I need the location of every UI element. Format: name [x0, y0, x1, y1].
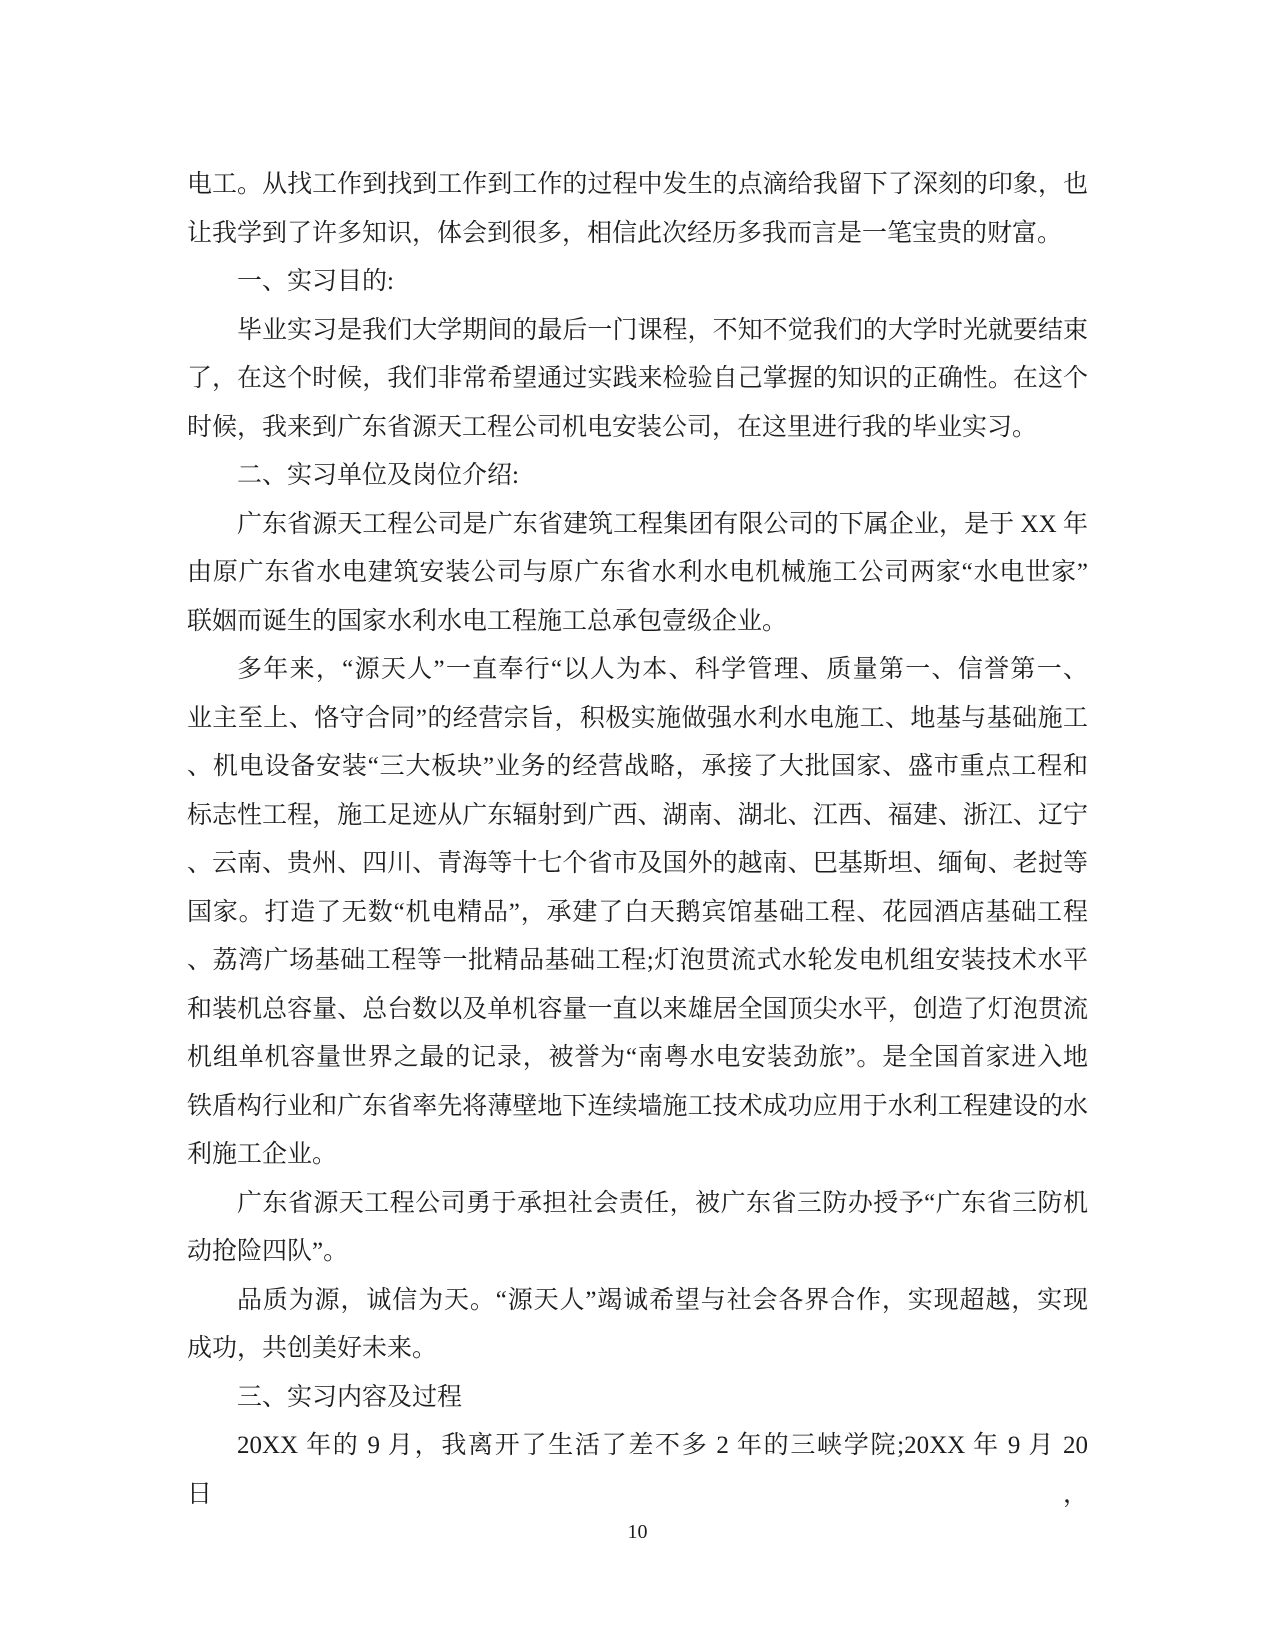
section-heading: 三、实习内容及过程: [237, 1383, 463, 1411]
text-line: 标志性工程，施工足迹从广东辐射到广西、湖南、湖北、江西、福建、浙江、辽宁: [187, 801, 1088, 829]
text-line: 国家。打造了无数“机电精品”，承建了白天鹅宾馆基础工程、花园酒店基础工程: [187, 898, 1088, 926]
text-line: 机组单机容量世界之最的记录，被誉为“南粤水电安装劲旅”。是全国首家进入地: [187, 1044, 1088, 1071]
text-line: 动抢险四队”。: [187, 1238, 349, 1265]
text-line: 铁盾构行业和广东省率先将薄壁地下连续墙施工技术成功应用于水利工程建设的水: [187, 1092, 1088, 1120]
section-heading: 二、实习单位及岗位介绍:: [237, 462, 519, 489]
text-line: 广东省源天工程公司勇于承担社会责任，被广东省三防办授予“广东省三防机: [237, 1189, 1088, 1217]
text-line: 品质为源，诚信为天。“源天人”竭诚希望与社会各界合作，实现超越，实现: [237, 1286, 1088, 1314]
document-body-text: [187, 161, 1088, 1508]
text-line: 了，在这个时候，我们非常希望通过实践来检验自己掌握的知识的正确性。在这个: [187, 365, 1088, 392]
text-line: 、云南、贵州、四川、青海等十七个省市及国外的越南、巴基斯坦、缅甸、老挝等: [187, 850, 1088, 877]
text-line: 20XX 年的 9 月，我离开了生活了差不多 2 年的三峡学院;20XX 年 9 月 20 日，: [187, 1432, 1088, 1508]
text-line: 成功，共创美好未来。: [187, 1335, 438, 1362]
text-line: 业主至上、恪守合同”的经营宗旨，积极实施做强水利水电施工、地基与基础施工: [187, 704, 1088, 732]
page-number: 10: [627, 1521, 648, 1543]
text-line: 联姻而诞生的国家水利水电工程施工总承包壹级企业。: [187, 607, 788, 635]
section-heading: 一、实习目的:: [237, 268, 394, 295]
text-line: 和装机总容量、总台数以及单机容量一直以来雄居全国顶尖水平，创造了灯泡贯流: [187, 995, 1088, 1023]
text-line: 时候，我来到广东省源天工程公司机电安装公司，在这里进行我的毕业实习。: [187, 413, 1038, 441]
text-line: 利施工企业。: [187, 1141, 338, 1168]
text-line: 电工。从找工作到找到工作到工作的过程中发生的点滴给我留下了深刻的印象，也: [187, 171, 1088, 198]
text-line: 、荔湾广场基础工程等一批精品基础工程;灯泡贯流式水轮发电机组安装技术水平: [187, 947, 1088, 974]
text-line: 由原广东省水电建筑安装公司与原广东省水利水电机械施工公司两家“水电世家”: [187, 559, 1088, 586]
text-line: 广东省源天工程公司是广东省建筑工程集团有限公司的下属企业，是于 XX 年: [237, 510, 1088, 538]
text-line: 毕业实习是我们大学期间的最后一门课程，不知不觉我们的大学时光就要结束: [237, 316, 1088, 344]
text-line: 多年来，“源天人”一直奉行“以人为本、科学管理、质量第一、信誉第一、: [237, 656, 1088, 683]
text-line: 让我学到了许多知识，体会到很多，相信此次经历多我而言是一笔宝贵的财富。: [187, 219, 1063, 247]
text-line: 、机电设备安装“三大板块”业务的经营战略，承接了大批国家、盛市重点工程和: [187, 753, 1088, 780]
